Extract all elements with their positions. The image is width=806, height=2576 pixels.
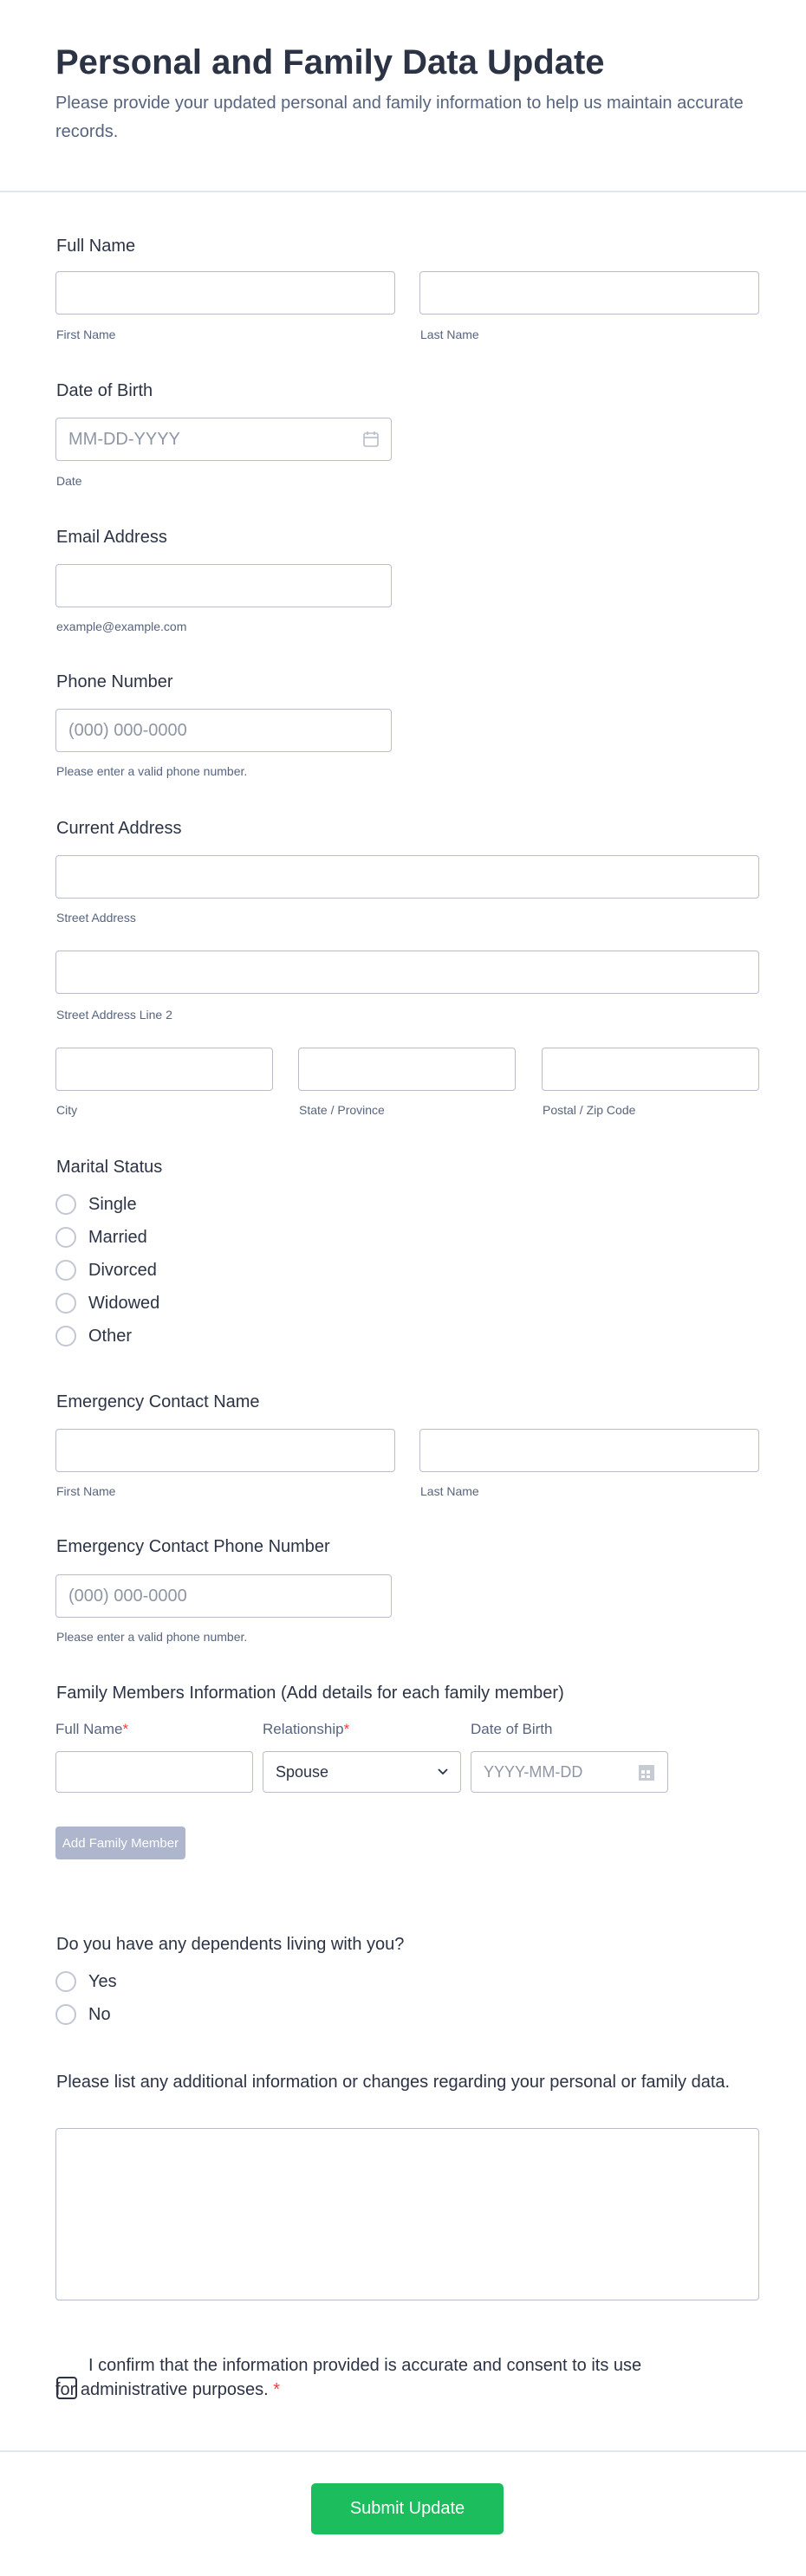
required-mark: * [273, 2380, 281, 2399]
dob-label: Date of Birth [56, 381, 153, 400]
marital-status-label: Marital Status [56, 1158, 163, 1177]
dependents-label: Do you have any dependents living with you? [56, 1935, 405, 1954]
city-input[interactable] [55, 1048, 273, 1091]
consent-label [55, 2353, 662, 2402]
additional-info-textarea[interactable] [55, 2128, 759, 2300]
radio-other[interactable] [55, 1326, 132, 1346]
required-mark: * [122, 1721, 129, 1737]
emergency-name-label: Emergency Contact Name [56, 1392, 260, 1411]
last-name-input[interactable] [419, 271, 759, 315]
radio-yes[interactable] [55, 1971, 117, 1992]
radio-label: Married [88, 1227, 147, 1247]
dob-sublabel: Date [56, 474, 82, 488]
zip-input[interactable] [542, 1048, 759, 1091]
family-col-name [55, 1721, 128, 1738]
phone-placeholder: (000) 000-0000 [68, 720, 187, 740]
street-address-line2-sublabel: Street Address Line 2 [56, 1008, 172, 1022]
full-name-label: Full Name [56, 237, 136, 256]
first-name-input[interactable] [55, 271, 395, 315]
additional-info-label: Please list any additional information or changes regarding your personal or family data. [56, 2073, 731, 2092]
radio-divorced[interactable] [55, 1260, 157, 1281]
family-dob-input[interactable] [471, 1751, 668, 1793]
zip-sublabel: Postal / Zip Code [543, 1103, 636, 1117]
radio-label: Yes [88, 1971, 117, 1991]
phone-sublabel: Please enter a valid phone number. [56, 764, 248, 778]
header-divider [0, 191, 806, 192]
dob-placeholder: MM-DD-YYYY [68, 429, 180, 449]
footer-divider [0, 2450, 806, 2452]
address-label: Current Address [56, 819, 182, 838]
email-sublabel: example@example.com [56, 620, 187, 633]
radio-single[interactable] [55, 1194, 137, 1215]
radio-no[interactable] [55, 2004, 111, 2025]
emergency-last-sublabel: Last Name [420, 1484, 479, 1498]
radio-label: Single [88, 1194, 137, 1214]
radio-circle[interactable] [55, 1194, 76, 1215]
email-label: Email Address [56, 528, 167, 547]
col-label: Relationship [263, 1721, 344, 1737]
city-sublabel: City [56, 1103, 78, 1117]
calendar-icon[interactable] [363, 431, 379, 448]
page-title: Personal and Family Data Update [55, 43, 605, 81]
radio-circle[interactable] [55, 1260, 76, 1281]
emergency-first-name-input[interactable] [55, 1429, 395, 1472]
emergency-phone-label: Emergency Contact Phone Number [56, 1537, 330, 1556]
required-mark: * [343, 1721, 350, 1737]
radio-widowed[interactable] [55, 1293, 159, 1314]
email-input[interactable] [55, 564, 392, 607]
phone-input[interactable] [55, 709, 392, 752]
calendar-icon[interactable] [638, 1762, 655, 1781]
emergency-phone-placeholder: (000) 000-0000 [68, 1586, 187, 1606]
family-col-relationship [263, 1721, 349, 1738]
relationship-select[interactable] [263, 1751, 461, 1793]
relationship-value: Spouse [276, 1762, 329, 1781]
radio-circle[interactable] [55, 1326, 76, 1346]
emergency-phone-sublabel: Please enter a valid phone number. [56, 1630, 248, 1644]
state-input[interactable] [298, 1048, 516, 1091]
state-sublabel: State / Province [299, 1103, 385, 1117]
radio-circle[interactable] [55, 1293, 76, 1314]
dob-input[interactable] [55, 418, 392, 461]
street-address-line2-input[interactable] [55, 951, 759, 994]
radio-married[interactable] [55, 1227, 147, 1248]
radio-label: Other [88, 1326, 133, 1346]
phone-label: Phone Number [56, 672, 173, 691]
street-address-sublabel: Street Address [56, 911, 136, 925]
radio-label: Divorced [88, 1260, 157, 1280]
chevron-down-icon [438, 1768, 448, 1775]
family-members-label: Family Members Information (Add details for each family member) [56, 1684, 564, 1703]
street-address-input[interactable] [55, 855, 759, 899]
family-dob-placeholder: YYYY-MM-DD [484, 1762, 583, 1781]
emergency-phone-input[interactable] [55, 1574, 392, 1618]
last-name-sublabel: Last Name [420, 328, 479, 341]
consent-text: I confirm that the information provided is accurate and consent to its use for administrative purposes. [55, 2356, 642, 2399]
page-subtitle: Please provide your updated personal and family information to help us maintain accurate records. [55, 94, 744, 141]
family-name-input[interactable] [55, 1751, 253, 1793]
family-col-dob: Date of Birth [471, 1721, 553, 1737]
col-label: Full Name [55, 1721, 123, 1737]
add-family-member-button[interactable]: Add Family Member [55, 1827, 185, 1859]
emergency-last-name-input[interactable] [419, 1429, 759, 1472]
submit-button[interactable]: Submit Update [311, 2483, 504, 2534]
radio-circle[interactable] [55, 2004, 76, 2025]
first-name-sublabel: First Name [56, 328, 116, 341]
radio-circle[interactable] [55, 1971, 76, 1992]
radio-circle[interactable] [55, 1227, 76, 1248]
radio-label: No [88, 2004, 111, 2024]
emergency-first-sublabel: First Name [56, 1484, 116, 1498]
radio-label: Widowed [88, 1293, 160, 1313]
